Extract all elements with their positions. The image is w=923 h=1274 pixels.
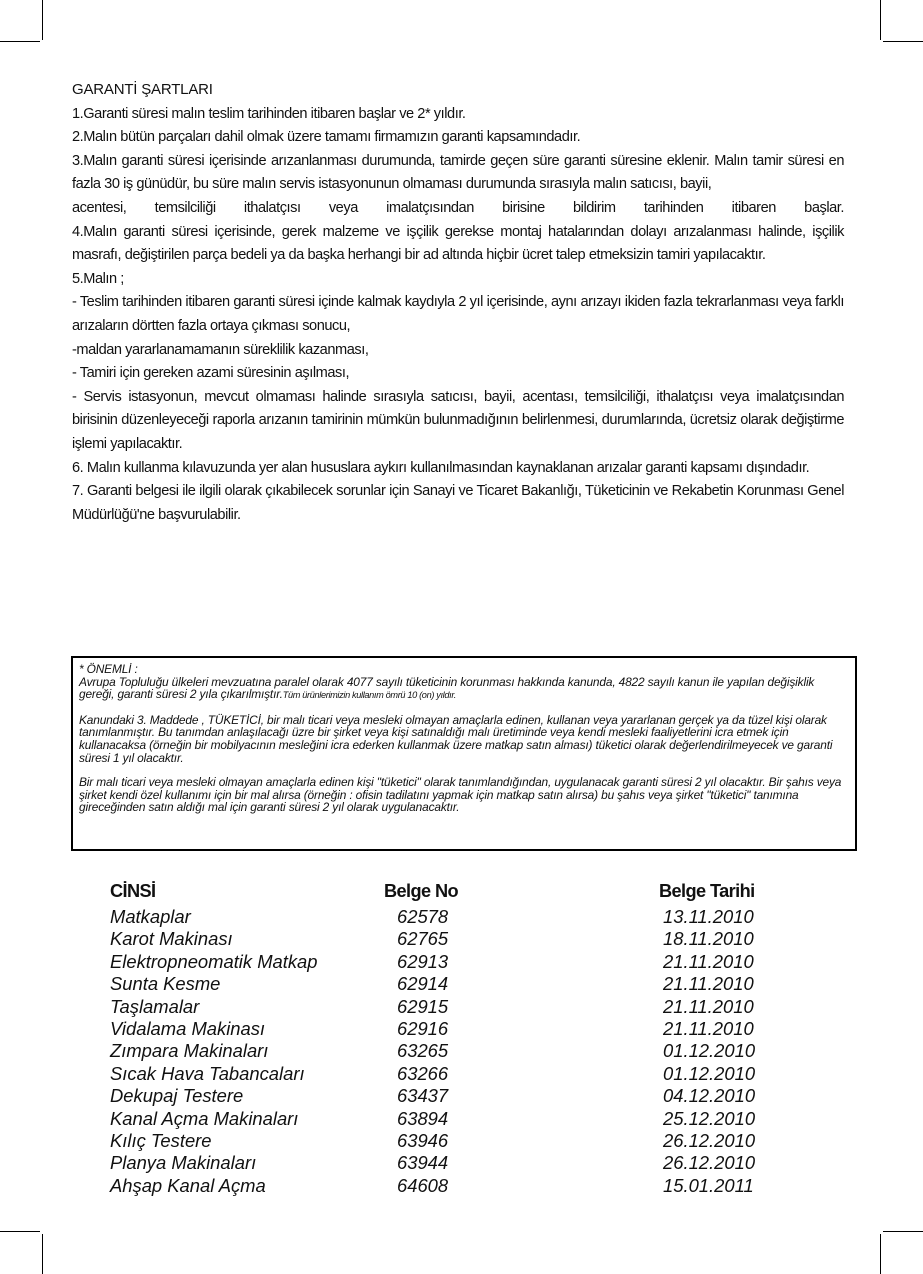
row-type: Zımpara Makinaları: [110, 1040, 269, 1062]
crop-mark: [880, 0, 881, 40]
table-row: [110, 1085, 790, 1107]
header-document-date: Belge Tarihi: [659, 881, 755, 901]
row-document-date: 26.12.2010: [663, 1152, 756, 1174]
term-6: 6. Malın kullanma kılavuzunda yer alan hususlara aykırı kullanılmasından kaynaklanan arızalar garanti kapsamı dışındadır.: [72, 459, 810, 476]
crop-mark: [42, 1234, 43, 1274]
term-5-item-3: - Tamiri için gereken azami süresinin aşılması,: [72, 365, 350, 382]
row-document-date: 21.11.2010: [663, 950, 754, 972]
row-type: Dekupaj Testere: [110, 1085, 244, 1107]
row-type: Matkaplar: [110, 906, 191, 927]
row-document-no: 63894: [397, 1107, 449, 1129]
row-document-date: 01.12.2010: [663, 1040, 756, 1062]
term-4: 4.Malın garanti süresi içerisinde, gerek malzeme ve işçilik gerekse montaj hatalarından dolayı arızalanması halinde, işçilik masrafı, değiştirilen parça bedeli ya da başka herhangi bir ad altında hiçbir ücret talep etmeksizin tamiri yapılacaktır.: [72, 223, 844, 264]
row-document-no: 62916: [397, 1017, 449, 1039]
crop-mark: [883, 41, 923, 42]
row-document-date: 26.12.2010: [663, 1129, 756, 1151]
crop-mark: [0, 41, 40, 42]
row-document-no: 62578: [397, 906, 449, 927]
crop-mark: [880, 1234, 881, 1274]
notice-paragraph-2: Kanundaki 3. Maddede , TÜKETİCİ, bir malı ticari veya mesleki olmayan amaçlarla edinen, kullanan veya yararlanan gerçek ya da tüzel kişi olarak tanımlanmıştır. Bu tanımdan anlaşılacağı üzre bir şirket veya kişi satınaldığı malı üretiminde veya kendi mesleki faaliyetlerini icra etmek için kullanacaksa (örneğin bir mobilyacının mesleğini icra ederken kullanmak üzere matkap satın alması) tüketici olarak değerlendirilmeyecek ve garanti süresi 1 yıl olacaktır.: [79, 712, 833, 765]
row-document-no: 62913: [397, 950, 449, 972]
term-2: 2.Malın bütün parçaları dahil olmak üzere tamamı firmamızın garanti kapsamındadır.: [72, 129, 581, 146]
table-row: [110, 1040, 790, 1062]
table-row: [110, 928, 790, 950]
table-row: [110, 996, 790, 1018]
row-document-no: 63437: [397, 1085, 449, 1107]
crop-mark: [883, 1231, 923, 1232]
row-document-date: 01.12.2010: [663, 1062, 756, 1084]
term-5: 5.Malın ;: [72, 270, 124, 287]
important-notice-box: [71, 656, 857, 851]
notice-paragraph-1: [79, 676, 849, 702]
row-document-no: 62915: [397, 995, 449, 1017]
table-row: [110, 1108, 790, 1130]
table-row: [110, 973, 790, 995]
table-row: [110, 906, 790, 928]
row-document-no: 63944: [397, 1152, 449, 1174]
row-document-date: 21.11.2010: [663, 973, 754, 995]
row-document-no: 64608: [397, 1174, 449, 1196]
row-type: Kanal Açma Makinaları: [110, 1107, 299, 1129]
notice-paragraph-1-text: Avrupa Topluluğu ülkeleri mevzuatına paralel olarak 4077 sayılı tüketicinin korunması hakkında kanunda, 4822 sayılı kanun ile yapılan değişiklik gereği, garanti süresi 2 yıla çıkarılmıştır.: [79, 674, 815, 702]
table-row: [110, 1018, 790, 1040]
row-document-date: 21.11.2010: [663, 995, 754, 1017]
table-row: [110, 1175, 790, 1197]
row-document-date: 15.01.2011: [663, 1174, 754, 1196]
row-type: Ahşap Kanal Açma: [110, 1174, 266, 1196]
term-7: 7. Garanti belgesi ile ilgili olarak çıkabilecek sorunlar için Sanayi ve Ticaret Bakanlığı, Tüketicinin ve Rekabetin Korunması Genel Müdürlüğü'ne başvurulabilir.: [72, 483, 844, 523]
row-document-date: 18.11.2010: [663, 928, 754, 950]
table-row: [110, 951, 790, 973]
term-5-item-2: -maldan yararlanamamanın süreklilik kazanması,: [72, 341, 369, 358]
row-type: Taşlamalar: [110, 995, 200, 1017]
row-document-no: 63265: [397, 1040, 449, 1062]
term-3-continued: acentesi, temsilciliği ithalatçısı veya imalatçısından birisine bildirim tarihinden itibaren başlar.: [72, 199, 844, 216]
row-document-date: 13.11.2010: [663, 906, 754, 927]
row-type: Kılıç Testere: [110, 1129, 212, 1151]
row-document-no: 63266: [397, 1062, 449, 1084]
header-document-no: Belge No: [384, 881, 459, 901]
table-header: [110, 878, 790, 906]
term-5-item-4: - Servis istasyonun, mevcut olmaması halinde sırasıyla satıcısı, bayii, acentası, temsilciliği, ithalatçısı veya imalatçısından birisinin düzenleyeceği raporla arızanın tamirinin mümkün bulunmadığının belirlenmesi, durumlarında, ücretsiz olarak değiştirme işlemi yapılacaktır.: [72, 388, 844, 452]
certificate-table: [110, 878, 790, 1197]
row-type: Sıcak Hava Tabancaları: [110, 1062, 305, 1084]
term-1: 1.Garanti süresi malın teslim tarihinden itibaren başlar ve 2* yıldır.: [72, 105, 466, 122]
notice-lifetime-note: Tüm ürünlerimizin kullanım ömrü 10 (on) yıldır.: [282, 690, 456, 701]
row-document-date: 21.11.2010: [663, 1017, 754, 1039]
crop-mark: [0, 1231, 40, 1232]
table-row: [110, 1063, 790, 1085]
terms-title: GARANTİ ŞARTLARI: [72, 81, 213, 98]
crop-mark: [42, 0, 43, 40]
header-type: CİNSİ: [110, 881, 156, 901]
row-type: Elektropneomatik Matkap: [110, 950, 318, 972]
row-type: Karot Makinası: [110, 928, 233, 950]
notice-heading: * ÖNEMLİ :: [79, 662, 138, 676]
row-type: Planya Makinaları: [110, 1152, 257, 1174]
row-document-date: 04.12.2010: [663, 1085, 756, 1107]
row-document-date: 25.12.2010: [663, 1107, 756, 1129]
row-document-no: 62765: [397, 928, 449, 950]
term-3: 3.Malın garanti süresi içerisinde arızanlanması durumunda, tamirde geçen süre garanti süresine eklenir. Malın tamir süresi en fazla 30 iş günüdür, bu süre malın servis istasyonunun olmaması durumunda sırasıyla malın satıcısı, bayii,: [72, 152, 844, 193]
row-document-no: 63946: [397, 1129, 449, 1151]
table-row: [110, 1130, 790, 1152]
term-5-item-1: - Teslim tarihinden itibaren garanti süresi içinde kalmak kaydıyla 2 yıl içerisinde, aynı arızayı ikiden fazla tekrarlanması veya farklı arızaların dörtten fazla ortaya çıkması sonucu,: [72, 294, 844, 334]
row-document-no: 62914: [397, 973, 449, 995]
table-row: [110, 1152, 790, 1174]
row-type: Sunta Kesme: [110, 973, 221, 995]
warranty-terms: [72, 78, 844, 527]
row-type: Vidalama Makinası: [110, 1017, 266, 1039]
notice-paragraph-3: Bir malı ticari veya mesleki olmayan amaçlarla edinen kişi "tüketici" olarak tanımlandığından, uygulanacak garanti süresi 2 yıl olacaktır. Bir şahıs veya şirket kendi özel kullanımı için bir mal alırsa (örneğin : ofisin tadilatını yapmak için matkap satın alırsa) bu şahıs veya şirket "tüketici" tanımına gireceğinden satın aldığı mal için garanti süresi 2 yıl olarak uygulanacaktır.: [79, 775, 842, 815]
